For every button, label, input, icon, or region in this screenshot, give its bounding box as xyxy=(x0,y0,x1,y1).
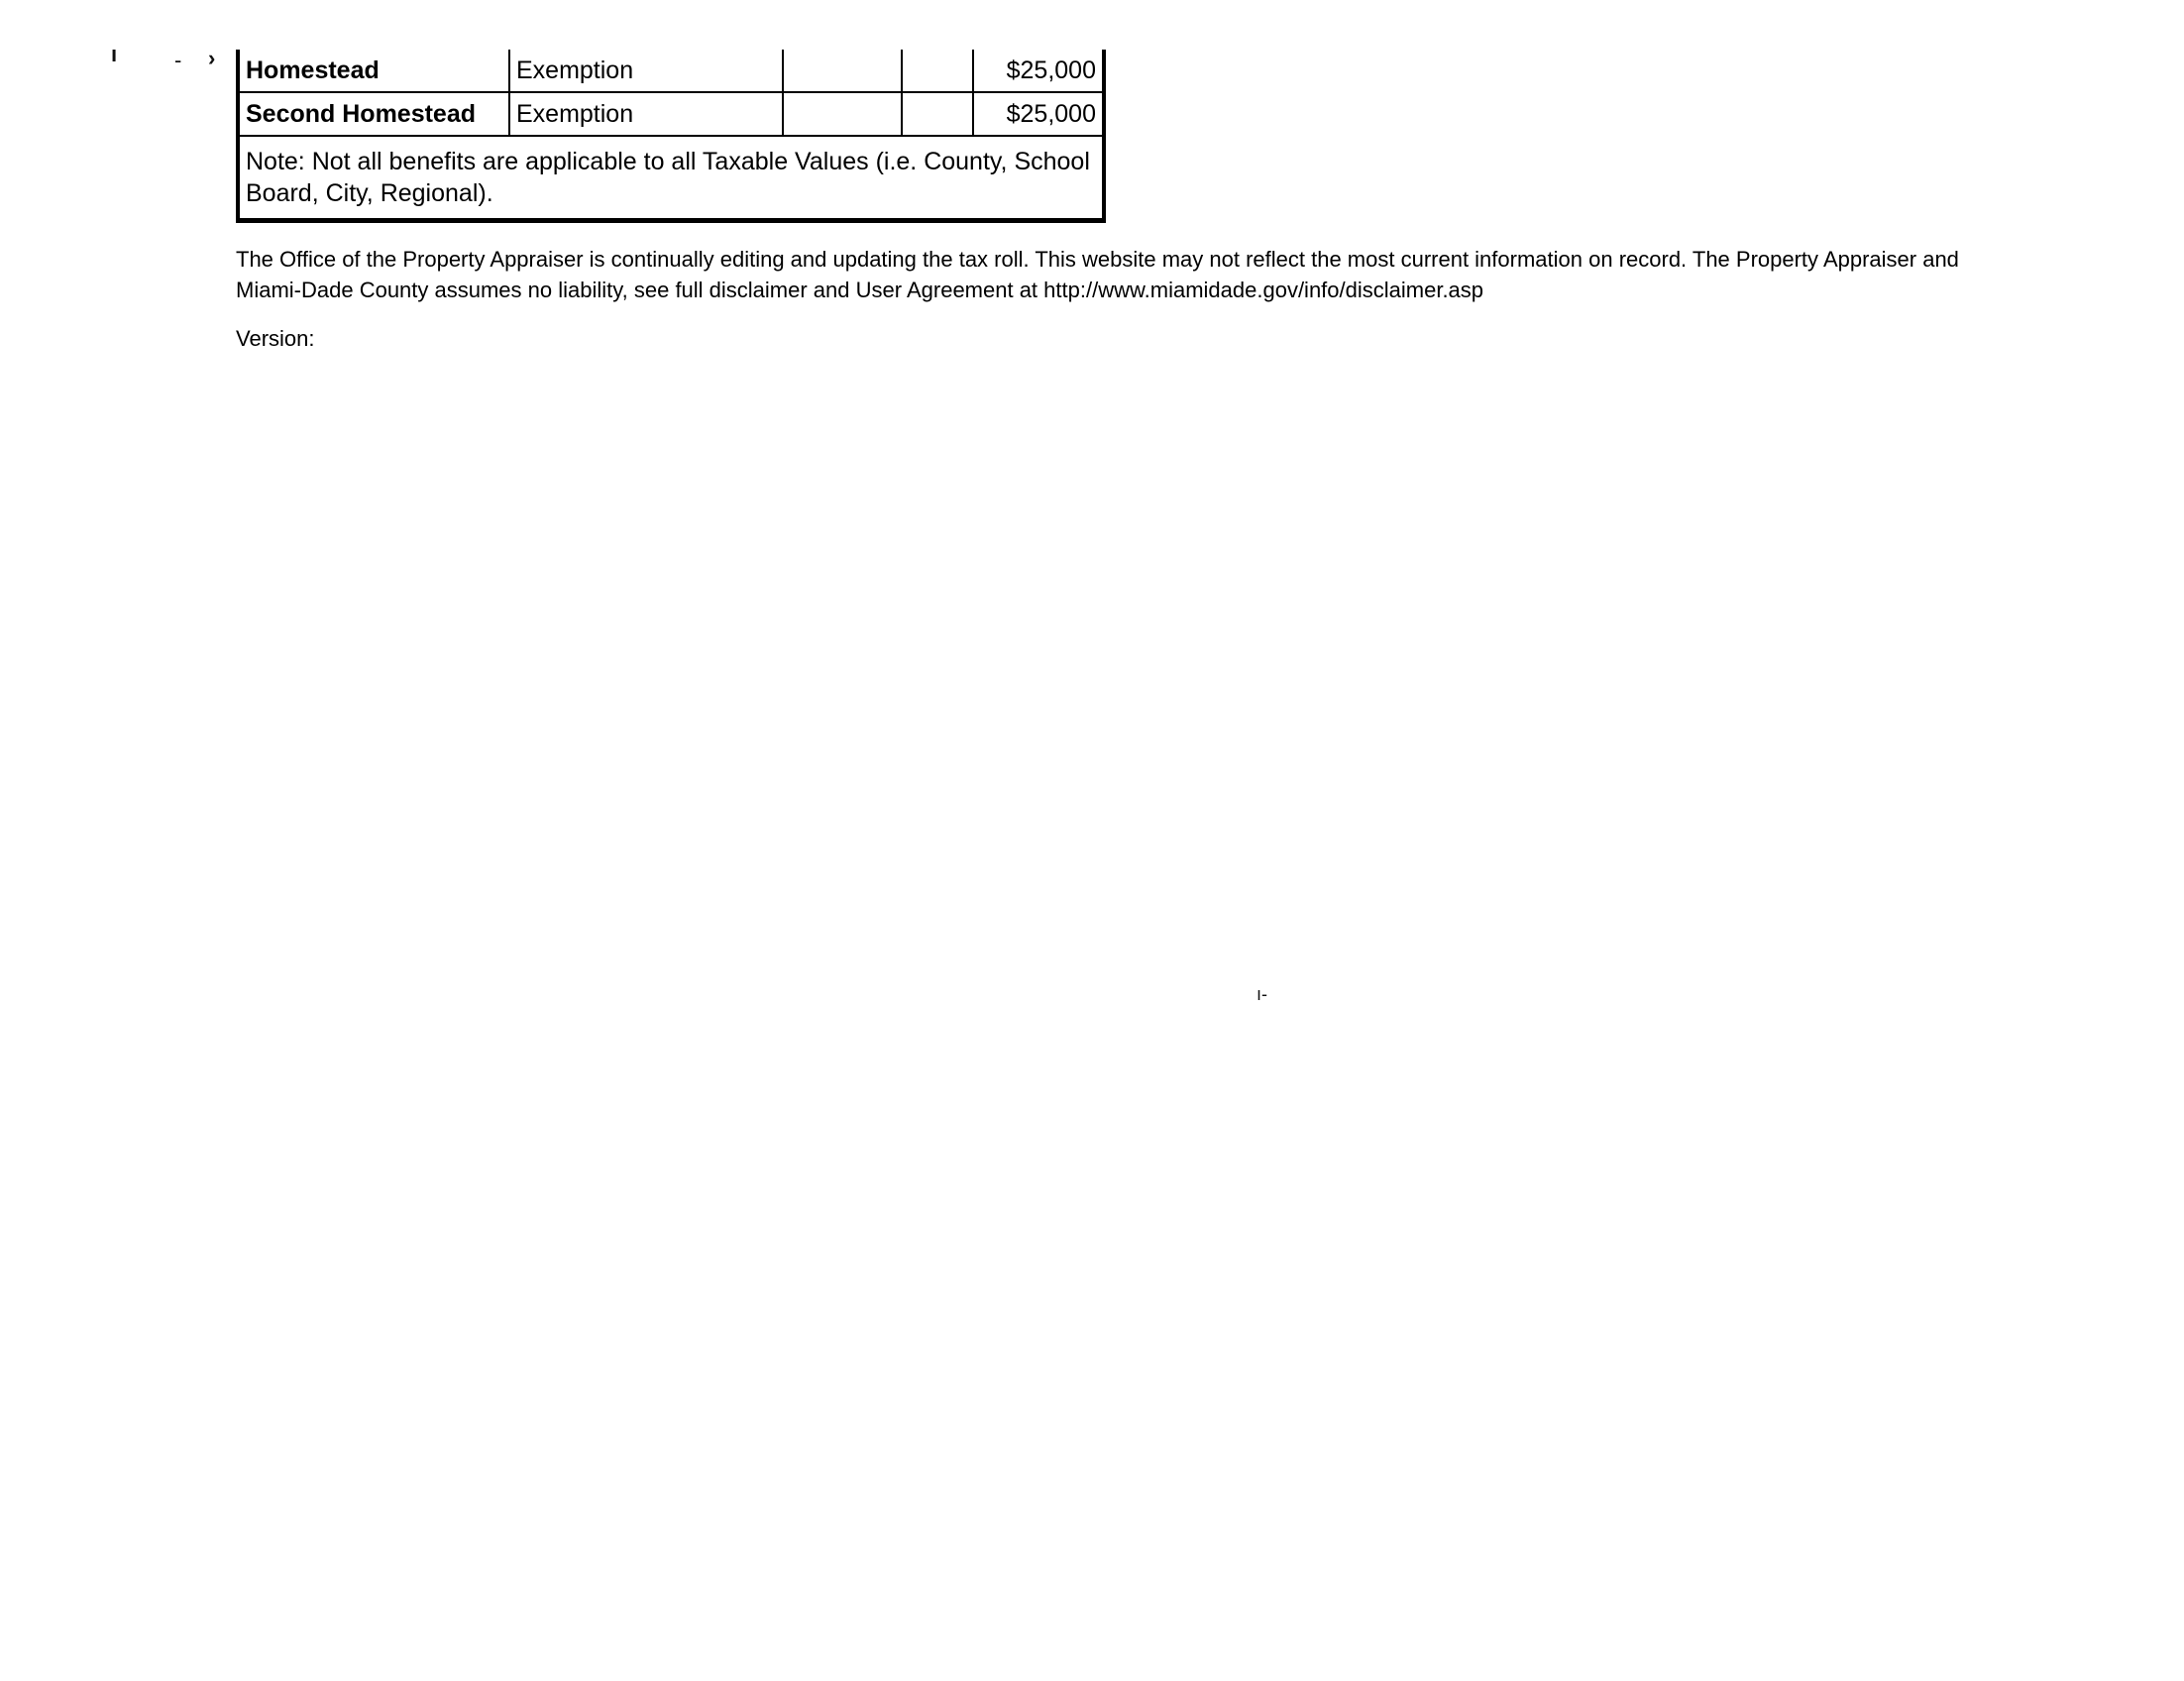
scan-mark: ı- xyxy=(1256,984,1267,1004)
benefit-type-cell: Exemption xyxy=(509,50,783,92)
benefit-type-cell: Exemption xyxy=(509,92,783,136)
benefit-amount-cell: $25,000 xyxy=(973,92,1104,136)
empty-cell xyxy=(902,92,973,136)
table-note-row xyxy=(238,136,1104,221)
table-row xyxy=(238,92,1104,136)
empty-cell xyxy=(902,50,973,92)
benefits-table xyxy=(236,50,1106,223)
scan-mark: ı xyxy=(111,42,118,66)
benefit-name-cell: Homestead xyxy=(238,50,509,92)
table-note: Note: Not all benefits are applicable to all Taxable Values (i.e. County, School Board, City, Regional). xyxy=(238,136,1104,221)
scan-mark: › xyxy=(208,46,216,70)
empty-cell xyxy=(783,50,902,92)
benefit-amount-cell: $25,000 xyxy=(973,50,1104,92)
benefit-name-cell: Second Homestead xyxy=(238,92,509,136)
empty-cell xyxy=(783,92,902,136)
disclaimer-text: The Office of the Property Appraiser is continually editing and updating the tax roll. This website may not reflect the most current information on record. The Property Appraiser and Miami-Dade County assumes no liability, see full disclaimer and User Agreement at http://www.miamidade.gov/info/disclaimer.asp xyxy=(236,247,1959,302)
table-row xyxy=(238,50,1104,92)
version-label: Version: xyxy=(236,326,315,351)
scan-mark: - xyxy=(174,48,182,72)
